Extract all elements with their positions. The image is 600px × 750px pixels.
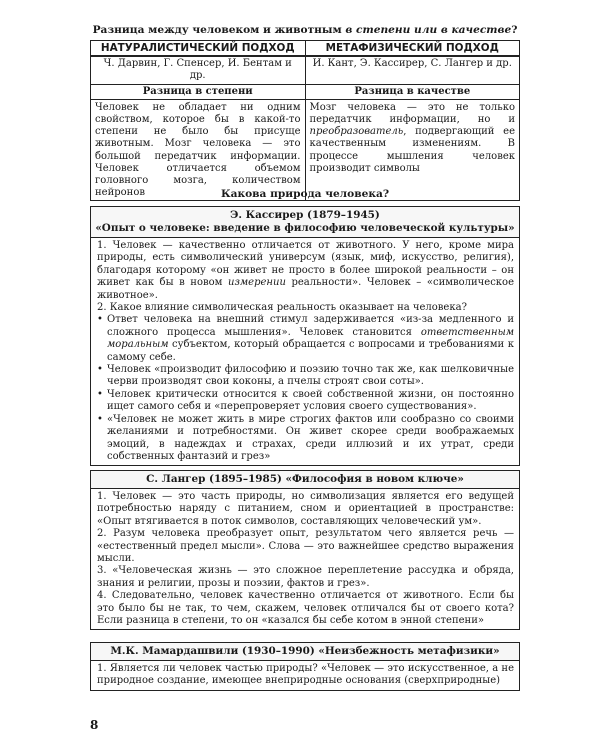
question-text: Разница между человеком и животным xyxy=(92,24,346,36)
metaphysical-text-a: Мозг человека — это не только передатчик информации, но и xyxy=(309,101,515,126)
langer-title: С. Лангер (1895–1985) «Философия в новом ключе» xyxy=(91,471,519,489)
mamardashvili-body xyxy=(91,661,519,690)
metaphysical-text-italic: преобразователь xyxy=(309,126,404,138)
langer-point-4: 4. Следовательно, человек качественно отличается от животного. Если бы это было бы не так, то чем, скажем, человек отличался бы от своего кота? Если разница в степени, то он «казался бы себе котом в энной степени» xyxy=(97,590,514,627)
naturalistic-authors: Ч. Дарвин, Г. Спенсер, И. Бентам и др. xyxy=(91,56,306,84)
mamardashvili-point-1: 1. Является ли человек частью природы? «Человек — это искусственное, а не природное создание, имеющее внеприродные основания (сверхприродные) xyxy=(97,663,514,687)
cassirer-p1-b: реальности». Человек – «символическое животное». xyxy=(97,277,515,301)
question-italic: в степени или в качестве xyxy=(345,24,512,36)
naturalistic-text: Человек не обладает ни одним свойством, которое бы в какой-то степени не было бы присуще животным. Мозг человека — это большой передатчик информации. Человек отличается объемом головного мозга, количеством нейронов xyxy=(91,99,306,201)
comparison-table xyxy=(90,40,520,201)
metaphysical-text-b: , подвергающий ее качественным изменениям. В процессе мышления человек производит символы xyxy=(309,126,515,174)
langer-point-3: 3. «Человеческая жизнь — это сложное переплетение рассудка и обряда, знания и религии, прозы и поэзии, фактов и грез». xyxy=(97,565,514,589)
bullet-icon: • xyxy=(97,364,103,376)
list-item xyxy=(97,414,514,464)
cassirer-b2: Человек «производит философию и поэзию точно так же, как шелковичные черви производят свои коконы, а пчелы строят свои соты». xyxy=(107,364,514,388)
cassirer-b1-italic: ответственным моральным xyxy=(107,326,514,351)
cassirer-body xyxy=(91,238,519,465)
cassirer-point-1 xyxy=(97,240,514,302)
list-item xyxy=(97,389,514,414)
cassirer-p1-italic: измерении xyxy=(228,277,286,289)
cassirer-b1-b: субъектом, который обращается с вопросами и требованиями к самому себе. xyxy=(107,339,514,363)
cassirer-b1-a: Ответ человека на внешний стимул задерживается «из-за медленного и сложного процесса мышления». Человек становится xyxy=(107,314,514,338)
page-number: 8 xyxy=(90,718,99,732)
mamardashvili-title: М.К. Мамардашвили (1930–1990) «Неизбежность метафизики» xyxy=(91,643,519,661)
metaphysical-header: МЕТАФИЗИЧЕСКИЙ ПОДХОД xyxy=(305,41,520,57)
cassirer-box xyxy=(90,206,520,466)
list-item xyxy=(97,364,514,389)
list-item xyxy=(97,314,514,364)
langer-point-2: 2. Разум человека преобразует опыт, результатом чего является речь — «естественный предел мысли». Слова — это важнейшее средство выражения мысли. xyxy=(97,528,514,565)
question-nature-heading: Какова природа человека? xyxy=(220,188,390,200)
langer-box xyxy=(90,470,520,630)
cassirer-work: «Опыт о человеке: введение в философию человеческой культуры» xyxy=(95,222,515,234)
metaphysical-authors: И. Кант, Э. Кассирер, С. Лангер и др. xyxy=(305,56,520,84)
bullet-icon: • xyxy=(97,388,103,400)
metaphysical-text xyxy=(305,99,520,201)
question-mark: ? xyxy=(511,24,518,36)
naturalistic-header: НАТУРАЛИСТИЧЕСКИЙ ПОДХОД xyxy=(91,41,306,57)
cassirer-bullets xyxy=(97,314,514,463)
question-difference-heading xyxy=(90,24,520,37)
bullet-icon: • xyxy=(97,413,103,425)
metaphysical-subtitle: Разница в качестве xyxy=(305,84,520,99)
cassirer-b4: «Человек не может жить в мире строгих фактов или сообразно со своими желаниями и потребностями. Он живет скорее среди воображаемых эмоций, в надеждах и страхах, среди иллюзий и их утрат, среди собственных фантазий и грез» xyxy=(107,413,514,462)
langer-point-1: 1. Человек — это часть природы, но символизация является его ведущей потребностью наряду с питанием, сном и ориентацией в пространстве: «Опыт втягивается в поток символов, составляющих человеческий ум». xyxy=(97,491,514,527)
mamardashvili-box xyxy=(90,642,520,691)
cassirer-p1-a: 1. Человек — качественно отличается от животного. У него, кроме мира природы, есть символический универсум (язык, миф, искусство, религия), благодаря которому «он живет не просто в более широкой реальности – он живет как бы в новом xyxy=(97,240,514,289)
cassirer-author: Э. Кассирер (1879–1945) xyxy=(230,209,380,221)
langer-body xyxy=(91,489,519,629)
cassirer-point-2: 2. Какое влияние символическая реальность оказывает на человека? xyxy=(97,302,467,314)
cassirer-title xyxy=(91,207,519,238)
naturalistic-subtitle: Разница в степени xyxy=(91,84,306,99)
cassirer-b3: Человек критически относится к своей собственной жизни, он постоянно ищет самого себя и «перепроверяет условия своего существования». xyxy=(107,388,514,413)
bullet-icon: • xyxy=(97,314,103,326)
